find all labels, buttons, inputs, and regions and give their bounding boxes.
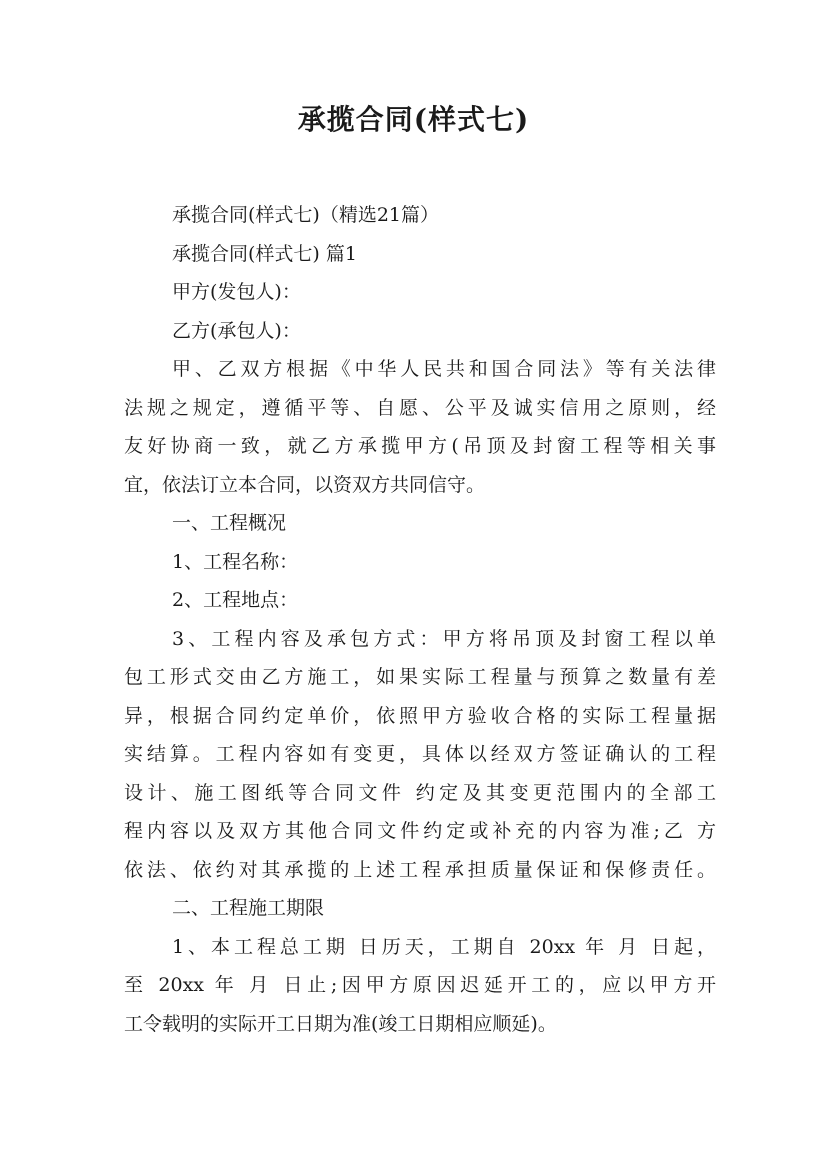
paragraph-line: 依法、依约对其承揽的上述工程承担质量保证和保修责任。 [124,858,716,881]
section-heading: 承揽合同(样式七) 篇1 [172,242,357,265]
paragraph-line: 宜，依法订立本合同，以资双方共同信守。 [124,473,486,496]
paragraph-line: 友好协商一致，就乙方承揽甲方(吊顶及封窗工程等相关事 [124,435,716,457]
paragraph-line: 实结算。工程内容如有变更，具体以经双方签证确认的工程 [124,743,716,765]
paragraph-line: 异，根据合同约定单价，依照甲方验收合格的实际工程量据 [124,704,716,727]
document-title: 承揽合同(样式七) [297,103,530,136]
paragraph-line: 包工形式交由乙方施工，如果实际工程量与预算之数量有差 [124,666,716,688]
paragraph-line: 设计、施工图纸等合同文件 约定及其变更范围内的全部工 [124,781,716,804]
paragraph-line: 至 20xx 年 月 日止;因甲方原因迟延开工的，应以甲方开 [124,974,716,996]
party-a-line: 甲方(发包人)： [172,281,301,303]
clause-heading: 二、工程施工期限 [172,897,325,919]
document-body [124,196,716,1043]
paragraph-line: 甲、乙双方根据《中华人民共和国合同法》等有关法律 [172,358,716,380]
paragraph-line: 法规之规定，遵循平等、自愿、公平及诚实信用之原则，经 [124,396,716,419]
subtitle-line: 承揽合同(样式七)（精选21篇） [172,204,440,226]
clause-item: 2、工程地点： [172,589,299,611]
paragraph-line: 工令载明的实际开工日期为准(竣工日期相应顺延)。 [124,1012,557,1035]
paragraph-line: 1、本工程总工期 日历天，工期自 20xx 年 月 日起， [172,935,716,958]
paragraph-line: 程内容以及双方其他合同文件约定或补充的内容为准;乙 方 [124,820,716,842]
clause-item: 1、工程名称： [172,550,299,573]
paragraph-line: 3、工程内容及承包方式：甲方将吊顶及封窗工程以单 [172,627,716,650]
clause-heading: 一、工程概况 [172,512,287,534]
party-b-line: 乙方(承包人)： [172,319,301,342]
